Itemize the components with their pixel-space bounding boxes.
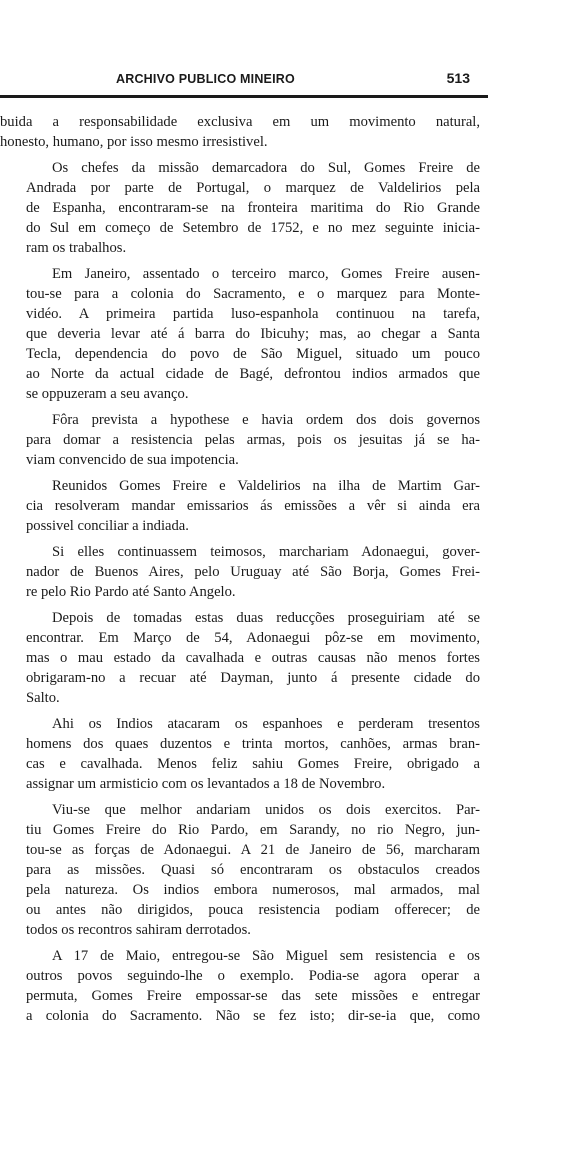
text-line: Ahi os Indios atacaram os espanhoes e perderam tresentos — [52, 716, 480, 732]
text-line: vidéo. A primeira partida luso-espanhola continuou na tarefa, — [26, 306, 480, 322]
text-line: cas e cavalhada. Menos feliz sahiu Gomes Freire, obrigado a — [26, 756, 480, 772]
paragraph — [0, 410, 480, 470]
text-line: ram os trabalhos. — [26, 240, 127, 256]
text-line: assignar um armisticio com os levantados a 18 de Novembro. — [26, 776, 386, 792]
paragraph — [0, 714, 480, 794]
text-line: a colonia do Sacramento. Não se fez isto; dir-se-ia que, como — [26, 1008, 480, 1024]
text-line: Tecla, dependencia do povo de São Miguel, situado um pouco — [26, 346, 480, 362]
text-line: ao Norte da actual cidade de Bagé, defrontou indios armados que — [26, 366, 480, 382]
header-rule — [0, 95, 488, 98]
page-number: 513 — [446, 70, 470, 86]
text-line: honesto, humano, por isso mesmo irresistivel. — [0, 134, 268, 150]
text-line: viam convencido de sua impotencia. — [26, 452, 239, 468]
body-text — [0, 112, 480, 1026]
text-line: encontrar. Em Março de 54, Adonaegui pôz-se em movimento, — [26, 630, 480, 646]
text-line: mas o mau estado da cavalhada e outras causas não menos fortes — [26, 650, 480, 666]
running-head: ARCHIVO PUBLICO MINEIRO — [116, 72, 295, 86]
text-line: tou-se para a colonia do Sacramento, e o marquez para Monte- — [26, 286, 480, 302]
text-line: obrigaram-no a recuar até Dayman, junto á presente cidade do — [26, 670, 480, 686]
text-line: possivel conciliar a indiada. — [26, 518, 189, 534]
paragraph — [0, 476, 480, 536]
text-line: Fôra prevista a hypothese e havia ordem dos dois governos — [52, 412, 480, 428]
page-header — [0, 70, 488, 92]
text-line: homens dos quaes duzentos e trinta mortos, canhões, armas bran- — [26, 736, 480, 752]
text-line: de Espanha, encontraram-se na fronteira maritima do Rio Grande — [26, 200, 480, 216]
text-line: para domar a resistencia pelas armas, pois os jesuitas já se ha- — [26, 432, 480, 448]
paragraph — [0, 264, 480, 404]
paragraph — [0, 542, 480, 602]
text-line: que deveria levar até á barra do Ibicuhy; mas, ao chegar a Santa — [26, 326, 480, 342]
paragraph — [0, 158, 480, 258]
text-line: re pelo Rio Pardo até Santo Angelo. — [26, 584, 236, 600]
text-line: buida a responsabilidade exclusiva em um movimento natural, — [0, 114, 480, 130]
paragraph — [0, 112, 480, 152]
text-line: pela natureza. Os indios embora numerosos, mal armados, mal — [26, 882, 480, 898]
text-line: outros povos seguindo-lhe o exemplo. Podia-se agora operar a — [26, 968, 480, 984]
text-line: tiu Gomes Freire do Rio Pardo, em Sarandy, no rio Negro, jun- — [26, 822, 480, 838]
text-line: cia resolveram mandar emissarios ás emissões a vêr si ainda era — [26, 498, 480, 514]
paragraph — [0, 800, 480, 940]
text-line: Em Janeiro, assentado o terceiro marco, Gomes Freire ausen- — [52, 266, 480, 282]
text-line: Depois de tomadas estas duas reducções proseguiriam até se — [52, 610, 480, 626]
text-line: tou-se as forças de Adonaegui. A 21 de Janeiro de 56, marcharam — [26, 842, 480, 858]
text-line: ou antes não dirigidos, pouca resistencia podiam offerecer; de — [26, 902, 480, 918]
text-line: do Sul em começo de Setembro de 1752, e no mez seguinte inicia- — [26, 220, 480, 236]
text-line: se oppuzeram a seu avanço. — [26, 386, 189, 402]
text-line: Andrada por parte de Portugal, o marquez de Valdelirios pela — [26, 180, 480, 196]
text-line: Reunidos Gomes Freire e Valdelirios na ilha de Martim Gar- — [52, 478, 480, 494]
text-line: nador de Buenos Aires, pelo Uruguay até São Borja, Gomes Frei- — [26, 564, 480, 580]
text-line: para as missões. Quasi só encontraram os obstaculos creados — [26, 862, 480, 878]
text-line: A 17 de Maio, entregou-se São Miguel sem resistencia e os — [52, 948, 480, 964]
text-line: Os chefes da missão demarcadora do Sul, Gomes Freire de — [52, 160, 480, 176]
text-line: permuta, Gomes Freire empossar-se das sete missões e entregar — [26, 988, 480, 1004]
text-line: Salto. — [26, 690, 60, 706]
text-line: todos os recontros sahiram derrotados. — [26, 922, 251, 938]
text-line: Viu-se que melhor andariam unidos os dois exercitos. Par- — [52, 802, 480, 818]
text-line: Si elles continuassem teimosos, marchariam Adonaegui, gover- — [52, 544, 480, 560]
paragraph — [0, 946, 480, 1026]
paragraph — [0, 608, 480, 708]
